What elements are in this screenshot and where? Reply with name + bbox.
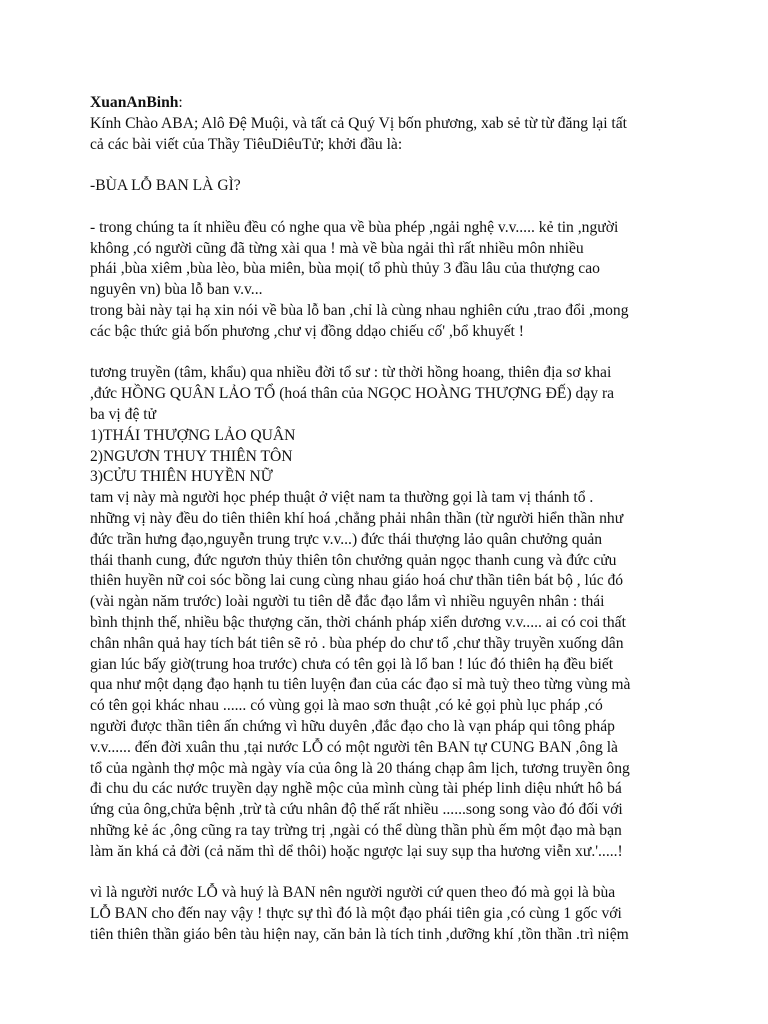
text-line: Kính Chào ABA; Alô Đệ Muội, và tất cả Quý Vị bốn phương, xab sẻ từ từ đăng lại tất (90, 114, 628, 132)
paragraph-1 (90, 218, 690, 343)
text-line: làm ăn khá cả đời (cả năm thì dể thôi) hoặc ngược lại suy sụp tha hương viễn xư.'.....! (90, 842, 623, 860)
author-colon: : (178, 94, 183, 111)
paragraph-3 (90, 883, 690, 945)
text-line: ba vị đệ tử (90, 405, 157, 423)
text-line: phái ,bùa xiêm ,bùa lèo, bùa miên, bùa mọi( tổ phù thủy 3 đầu lâu của thượng cao (90, 260, 600, 278)
text-line: tổ của ngành thợ mộc mà ngày vía của ông là 20 tháng chạp âm lịch, tương truyền ông (90, 759, 630, 777)
text-line: những kẻ ác ,ông cũng ra tay trừng trị ,ngài có thể dùng thần phù ếm một đạo mà bạn (90, 821, 622, 839)
paragraph-2 (90, 363, 690, 862)
text-line: những vị này đều do tiên thiên khí hoá ,chẳng phải nhân thần (từ người hiển thần như (90, 509, 624, 527)
text-line: trong bài này tại hạ xin nói về bùa lỗ ban ,chỉ là cùng nhau nghiên cứu ,trao đổi ,mong (90, 301, 629, 319)
text-line: thiên huyền nữ coi sóc bồng lai cung cùng nhau giáo hoá chư thần tiên bát bộ , lúc đó (90, 572, 624, 590)
text-line: có tên gọi khác nhau ...... có vùng gọi là mao sơn thuật ,có kẻ gọi phù lục pháp ,có (90, 697, 603, 715)
text-line: chân nhân quả hay tích bát tiên sẽ rỏ . bùa phép do chư tổ ,chư thầy truyền xuống dân (90, 634, 624, 652)
text-line: đi chu du các nước truyền dạy nghề mộc của mình cùng tài phép linh diệu nhứt hô bá (90, 780, 622, 798)
text-line: tương truyền (tâm, khẩu) qua nhiều đời tổ sư : từ thời hồng hoang, thiên địa sơ khai (90, 364, 612, 382)
blank-line (90, 197, 690, 218)
text-line: qua như một dạng đạo hạnh tu tiên luyện đan của các đạo sỉ mà tuỳ theo từng vùng mà (90, 676, 631, 694)
article-heading: -BÙA LỖ BAN LÀ GÌ? (90, 177, 241, 195)
author-name: XuanAnBinh (90, 94, 179, 111)
text-line: tam vị này mà người học phép thuật ở việt nam ta thường gọi là tam vị thánh tổ . (90, 489, 594, 507)
author-line (90, 93, 690, 114)
text-line: bình thịnh thế, nhiều bậc thượng căn, thời chánh pháp xiển dương v.v..... ai có coi thất (90, 613, 626, 631)
text-line: nguyên vn) bùa lỗ ban v.v... (90, 281, 263, 299)
blank-line (90, 862, 690, 883)
blank-line (90, 155, 690, 176)
text-line: người được thần tiên ấn chứng vì hữu duyên ,đắc đạo cho là vạn pháp qui tông pháp (90, 717, 615, 735)
text-line: tiên thiên thần giáo bên tàu hiện nay, căn bản là tích tinh ,dưỡng khí ,tồn thần .trì niệm (90, 925, 629, 943)
text-line: không ,có người cũng đã từng xài qua ! mà về bùa ngải thì rất nhiều môn nhiều (90, 239, 584, 257)
text-line: 1)THÁI THƯỢNG LẢO QUÂN (90, 426, 296, 444)
text-line: 3)CỬU THIÊN HUYỀN NỮ (90, 468, 273, 486)
text-line: 2)NGƯƠN THUY THIÊN TÔN (90, 447, 293, 465)
text-line: đức trần hưng đạo,nguyễn trung trực v.v...) đức thái thượng lảo quân chưởng quản (90, 530, 603, 548)
intro-paragraph (90, 114, 690, 156)
text-line: cả các bài viết của Thầy TiêuDiêuTử; khởi đầu là: (90, 135, 403, 153)
text-line: ,đức HỒNG QUÂN LẢO TỔ (hoá thân của NGỌC HOÀNG THƯỢNG ĐẾ) dạy ra (90, 385, 615, 403)
text-line: v.v...... đến đời xuân thu ,tại nước LỖ có một người tên BAN tự CUNG BAN ,ông là (90, 738, 618, 756)
text-line: gian lúc bấy giờ(trung hoa trước) chưa có tên gọi là lổ ban ! lúc đó thiên hạ đều biết (90, 655, 614, 673)
blank-line (90, 343, 690, 364)
text-line: các bậc thức giả bốn phương ,chư vị đồng ddạo chiếu cố' ,bổ khuyết ! (90, 322, 524, 340)
document-page (90, 93, 690, 946)
text-line: (vài ngàn năm trước) loài người tu tiên dễ đắc đạo lắm vì nhiều nguyên nhân : thái (90, 593, 605, 611)
text-line: LỖ BAN cho đến nay vậy ! thực sự thì đó là một đạo phái tiên gia ,có cùng 1 gốc với (90, 905, 622, 923)
text-line: - trong chúng ta ít nhiều đều có nghe qua về bùa phép ,ngải nghệ v.v..... kẻ tin ,người (90, 218, 619, 236)
text-line: ứng của ông,chửa bệnh ,trừ tà cứu nhân độ thế rất nhiều ......song song vào đó đối với (90, 801, 623, 819)
text-line: thái thanh cung, đức ngươn thủy thiên tôn chưởng quản ngọc thanh cung và đức cửu (90, 551, 617, 569)
text-line: vì là người nước LỖ và huý là BAN nên người người cứ quen theo đó mà gọi là bùa (90, 884, 616, 902)
